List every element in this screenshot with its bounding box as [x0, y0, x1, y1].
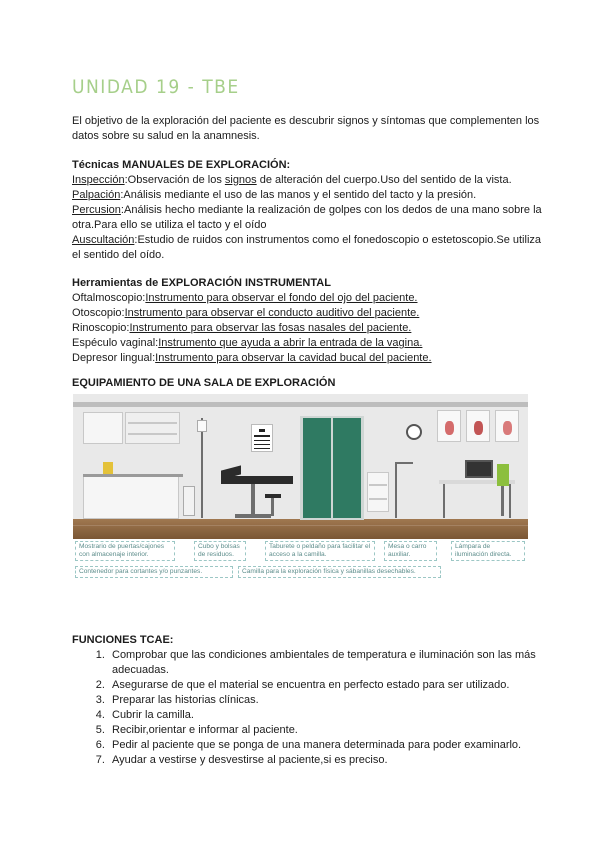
- manual-techniques-heading: Técnicas MANUALES DE EXPLORACIÓN:: [72, 159, 291, 171]
- base-cabinet: [83, 476, 179, 519]
- equipment-heading: EQUIPAMIENTO DE UNA SALA DE EXPLORACIÓN: [72, 377, 336, 389]
- exam-bed: [221, 476, 293, 484]
- iv-pole: [201, 418, 203, 518]
- instrumental-item: [72, 336, 542, 351]
- manual-desc-post: de alteración del cuerpo.Uso del sentido de la vista.: [256, 174, 512, 186]
- manual-item-palpacion: [72, 188, 542, 203]
- exam-room-illustration: [73, 394, 528, 582]
- iv-bag: [197, 420, 207, 432]
- instrumental-section: [72, 276, 542, 366]
- label-cart: Mesa o carro auxiliar.: [384, 541, 437, 561]
- anatomy-poster: [466, 410, 490, 442]
- privacy-screen-left: [303, 418, 331, 518]
- functions-list: [90, 648, 550, 768]
- instrument-desc: Instrumento para observar el conducto auditivo del paciente.: [124, 307, 420, 319]
- sharps-container: [103, 462, 113, 474]
- page-title: UNIDAD 19 - TBE: [72, 76, 240, 98]
- wall-clock: [406, 424, 422, 440]
- counter-top: [83, 474, 183, 477]
- exam-lamp-arm: [395, 462, 413, 464]
- waste-bin: [183, 486, 195, 516]
- manual-sep: :: [124, 174, 128, 186]
- function-item: 5. Recibir,orientar e informar al paciente.: [108, 723, 550, 738]
- wall-shelving: [125, 412, 180, 444]
- manual-term: Palpación: [72, 189, 121, 201]
- privacy-screen-right: [333, 418, 361, 518]
- manual-term: Percusion: [72, 204, 121, 216]
- manual-desc: Análisis mediante el uso de las manos y el sentido del tacto y la presión.: [123, 189, 477, 201]
- instrument-desc: Instrumento para observar el fondo del ojo del paciente.: [145, 292, 418, 304]
- manual-item-percusion: [72, 203, 542, 233]
- bed-base: [251, 484, 255, 518]
- instrumental-item: [72, 306, 542, 321]
- function-item: 2. Asegurarse de que el material se encuentra en perfecto estado para ser utilizado.: [108, 678, 550, 693]
- label-cabinets: Mostrario de puertas/cajones con almacenaje interior.: [75, 541, 175, 561]
- eye-chart: [251, 424, 273, 452]
- function-item: 6. Pedir al paciente que se ponga de una manera determinada para poder examinarlo.: [108, 738, 550, 753]
- cart-shelf: [369, 498, 387, 500]
- manual-desc: Observación de los: [127, 174, 225, 186]
- manual-desc: Análisis hecho mediante la realización de golpes con los dedos de una mano sobre la otra.Para ello se utiliza el tacto y el oído: [72, 204, 542, 231]
- manual-desc: Estudio de ruidos con instrumentos como el fonedoscopio o estetoscopio.Se utiliza el sentido del oído.: [72, 234, 542, 261]
- computer-monitor: [465, 460, 493, 478]
- shelf-line: [128, 422, 177, 424]
- desk-leg: [509, 484, 511, 518]
- label-sharps: Contenedor para cortantes y/o punzantes.: [75, 566, 233, 578]
- label-bed: Camilla para la exploración física y sábanillas desechables.: [238, 566, 441, 578]
- label-stool: Taburete o peldaño para facilitar el acceso a la camilla.: [265, 541, 375, 561]
- shelf-line: [128, 433, 177, 435]
- instrument-desc: Instrumento para observar las fosas nasales del paciente.: [129, 322, 412, 334]
- instrumental-item: [72, 351, 542, 366]
- function-item: 4. Cubrir la camilla.: [108, 708, 550, 723]
- ceiling-rail: [73, 402, 528, 407]
- instrument-desc: Instrumento para observar la cavidad bucal del paciente.: [155, 352, 432, 364]
- bed-foot: [235, 514, 271, 518]
- floor: [73, 519, 528, 539]
- wall-cabinet: [83, 412, 123, 444]
- exam-lamp-pole: [395, 464, 397, 518]
- stool-leg: [271, 498, 274, 516]
- manual-item-inspeccion: [72, 173, 542, 188]
- intro-paragraph: El objetivo de la exploración del paciente es descubrir signos y síntomas que complementen los datos sobre su salud en la anamnesis.: [72, 115, 540, 142]
- manual-techniques-section: [72, 158, 542, 263]
- manual-sep: :: [120, 189, 124, 201]
- instrumental-item: [72, 321, 542, 336]
- function-item: 1. Comprobar que las condiciones ambientales de temperatura e iluminación son las más adecuadas.: [108, 648, 550, 678]
- chair-base: [501, 486, 504, 516]
- aux-cart: [367, 472, 389, 512]
- label-waste: Cubo y bolsas de residuos.: [194, 541, 246, 561]
- anatomy-poster: [495, 410, 519, 442]
- instrument-term: Depresor lingual:: [72, 352, 156, 364]
- functions-heading: FUNCIONES TCAE:: [72, 634, 174, 646]
- manual-sep: :: [120, 204, 124, 216]
- manual-sep: :: [134, 234, 138, 246]
- desk-leg: [443, 484, 445, 518]
- office-chair: [497, 464, 509, 486]
- instrument-term: Otoscopio:: [72, 307, 125, 319]
- function-item: 7. Ayudar a vestirse y desvestirse al paciente,si es preciso.: [108, 753, 550, 768]
- anatomy-poster: [437, 410, 461, 442]
- instrument-desc: Instrumento que ayuda a abrir la entrada de la vagina.: [158, 337, 423, 349]
- cart-shelf: [369, 484, 387, 486]
- instrument-term: Oftalmoscopio:: [72, 292, 146, 304]
- manual-term: Inspección: [72, 174, 125, 186]
- manual-desc-underlined: signos: [224, 174, 257, 186]
- instrumental-item: [72, 291, 542, 306]
- instrument-term: Rinoscopio:: [72, 322, 130, 334]
- manual-item-auscultacion: [72, 233, 542, 263]
- label-lamp: Lámpara de iluminación directa.: [451, 541, 525, 561]
- manual-term: Auscultación: [72, 234, 135, 246]
- function-item: 3. Preparar las historias clínicas.: [108, 693, 550, 708]
- instrumental-heading: Herramientas de EXPLORACIÓN INSTRUMENTAL: [72, 277, 331, 289]
- instrument-term: Espéculo vaginal:: [72, 337, 159, 349]
